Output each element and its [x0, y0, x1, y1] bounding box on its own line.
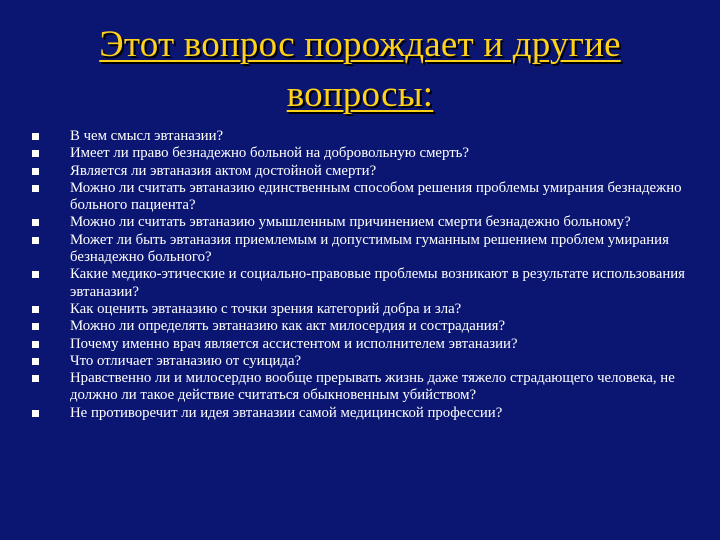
square-bullet-icon — [32, 306, 39, 313]
square-bullet-icon — [32, 150, 39, 157]
list-item — [30, 370, 690, 405]
list-item-text: Не противоречит ли идея эвтаназии самой медицинской профессии? — [70, 404, 503, 421]
square-bullet-icon — [32, 237, 39, 244]
list-item — [30, 163, 690, 180]
list-item — [30, 405, 690, 422]
list-item — [30, 301, 690, 318]
list-item-text: Можно ли считать эвтаназию умышленным причинением смерти безнадежно больному? — [70, 214, 631, 231]
list-item — [30, 128, 690, 145]
square-bullet-icon — [32, 133, 39, 140]
list-item — [30, 214, 690, 231]
question-list — [30, 128, 690, 422]
square-bullet-icon — [32, 323, 39, 330]
list-item-text: В чем смысл эвтаназии? — [70, 128, 224, 144]
list-item-text: Можно ли считать эвтаназию единственным способом решения проблемы умирания безнадежно больного пациента? — [70, 179, 682, 214]
list-item-text: Какие медико-этические и социально-правовые проблемы возникают в результате использования эвтаназии? — [70, 266, 685, 300]
slide-title-line-1: Этот вопрос порождает и другие — [99, 24, 621, 65]
square-bullet-icon — [32, 410, 39, 417]
square-bullet-icon — [32, 375, 39, 382]
slide-title — [40, 20, 680, 120]
list-item — [30, 336, 690, 353]
square-bullet-icon — [32, 358, 39, 365]
slide-title-line-2: вопросы: — [286, 74, 434, 115]
square-bullet-icon — [32, 219, 39, 226]
square-bullet-icon — [32, 168, 39, 175]
list-item-text: Что отличает эвтаназию от суицида? — [70, 352, 302, 369]
list-item-text: Является ли эвтаназия актом достойной смерти? — [70, 162, 377, 179]
list-item-text: Имеет ли право безнадежно больной на добровольную смерть? — [70, 145, 469, 162]
list-item-text: Может ли быть эвтаназия приемлемым и допустимым гуманным решением проблем умирания безнадежно больного? — [70, 231, 669, 266]
list-item — [30, 266, 690, 301]
square-bullet-icon — [32, 185, 39, 192]
square-bullet-icon — [32, 341, 39, 348]
square-bullet-icon — [32, 271, 39, 278]
list-item-text: Почему именно врач является ассистентом и исполнителем эвтаназии? — [70, 335, 518, 352]
list-item — [30, 318, 690, 335]
list-item-text: Нравственно ли и милосердно вообще прерывать жизнь даже тяжело страдающего человека, не должно ли такое действие считаться обыкновенным убийством? — [70, 370, 675, 404]
list-item-text: Как оценить эвтаназию с точки зрения категорий добра и зла? — [70, 300, 462, 317]
list-item — [30, 145, 690, 162]
list-item — [30, 232, 690, 267]
list-item — [30, 353, 690, 370]
list-item-text: Можно ли определять эвтаназию как акт милосердия и сострадания? — [70, 318, 506, 335]
list-item — [30, 180, 690, 215]
